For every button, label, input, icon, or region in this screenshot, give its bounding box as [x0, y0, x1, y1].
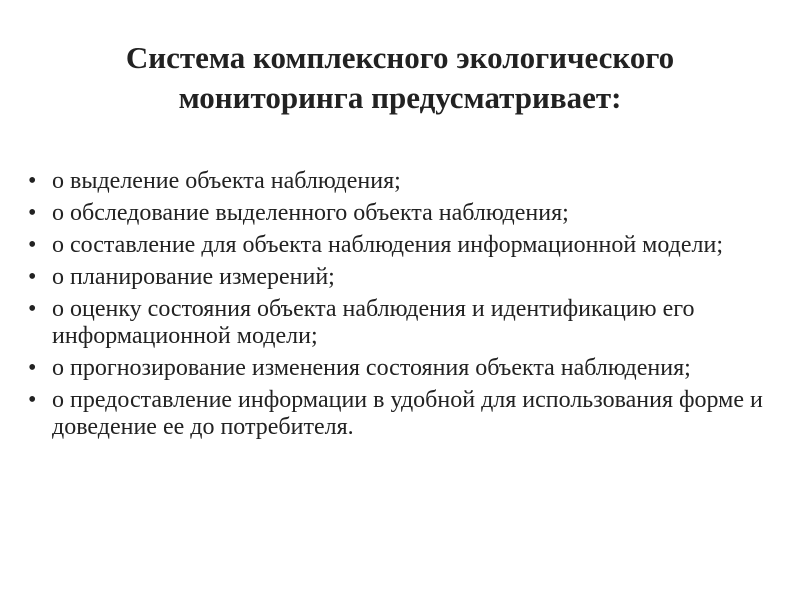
- list-item-text: о прогнозирование изменения состояния объекта наблюдения;: [52, 355, 691, 381]
- bullet-icon: •: [28, 264, 37, 290]
- bullet-icon: •: [28, 232, 37, 258]
- slide-title: [0, 38, 800, 118]
- list-item: [22, 264, 792, 291]
- list-item-text: о предоставление информации в удобной для использования форме и доведение ее до потребителя.: [52, 387, 763, 440]
- list-item: [22, 232, 792, 259]
- bullet-icon: •: [28, 355, 37, 381]
- bullet-icon: •: [28, 296, 37, 322]
- slide-title-line-1: Система комплексного экологического: [125, 40, 675, 75]
- bullet-icon: •: [28, 200, 37, 226]
- list-item-text: о выделение объекта наблюдения;: [52, 168, 401, 194]
- slide-title-line-2: мониторинга предусматривает:: [178, 80, 622, 115]
- list-item-text: о планирование измерений;: [52, 264, 335, 290]
- list-item-text: о составление для объекта наблюдения информационной модели;: [52, 232, 724, 258]
- bullet-list: [22, 168, 792, 446]
- list-item: [22, 387, 792, 441]
- list-item: [22, 200, 792, 227]
- list-item-text: о оценку состояния объекта наблюдения и идентификацию его информационной модели;: [52, 296, 695, 349]
- bullet-icon: •: [28, 168, 37, 194]
- list-item: [22, 296, 792, 350]
- bullet-icon: •: [28, 387, 37, 413]
- list-item-text: о обследование выделенного объекта наблюдения;: [52, 200, 569, 226]
- list-item: [22, 355, 792, 382]
- list-item: [22, 168, 792, 195]
